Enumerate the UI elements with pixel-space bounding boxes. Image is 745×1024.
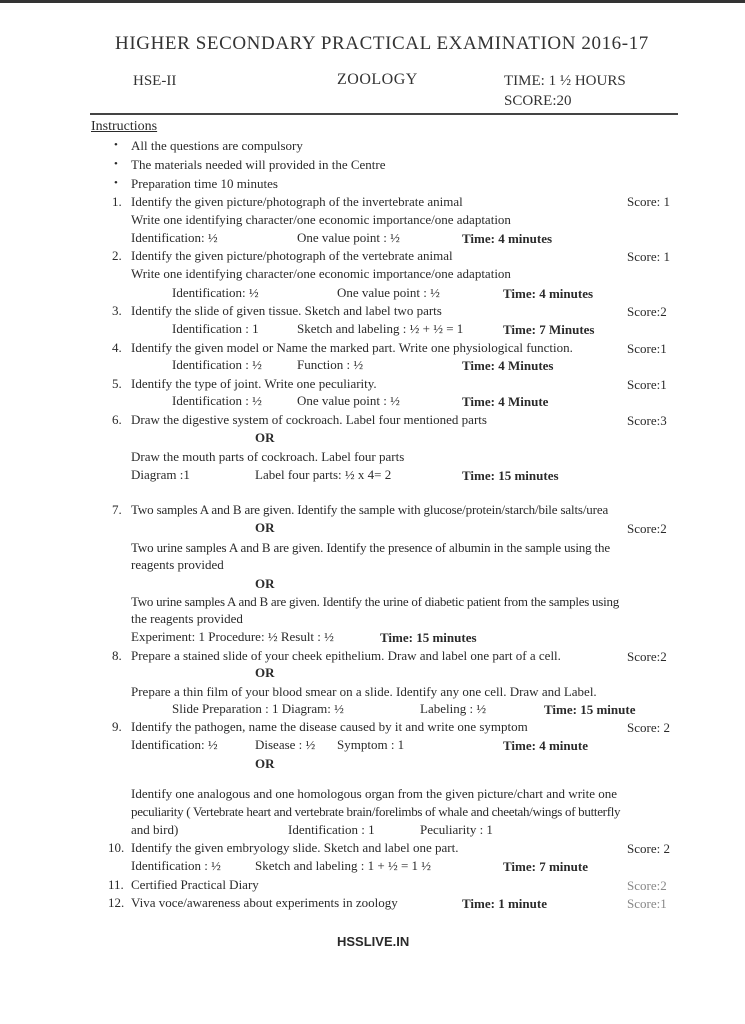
marking-disease: Disease : ½ — [255, 737, 316, 752]
question-number: 10. — [108, 840, 125, 855]
question-number: 9. — [112, 719, 122, 734]
question-time: Time: 15 minute — [544, 702, 636, 717]
instruction-item: The materials needed will provided in the Centre — [131, 157, 386, 172]
marking-identification: Identification : ½ — [172, 357, 262, 372]
question-time: Time: 15 minutes — [462, 468, 559, 483]
or-separator: OR — [255, 756, 275, 771]
marking-labeling: Labeling : ½ — [420, 701, 487, 716]
question-time: Time: 4 minute — [503, 738, 588, 753]
question-number: 3. — [112, 303, 122, 318]
question-number: 4. — [112, 340, 122, 355]
instruction-item: Preparation time 10 minutes — [131, 176, 278, 191]
question-number: 6. — [112, 412, 122, 427]
alternative-question: Prepare a thin film of your blood smear on a slide. Identify any one cell. Draw and Label. — [131, 684, 597, 699]
question-time: Time: 4 Minute — [462, 394, 549, 409]
question-time: Time: 4 minutes — [503, 286, 594, 301]
marking-identification: Identification: ½ — [172, 285, 259, 300]
marking-sketch: Sketch and labeling : 1 + ½ = 1 ½ — [255, 858, 432, 873]
question-text: Viva voce/awareness about experiments in zoology — [131, 895, 398, 910]
instruction-item: All the questions are compulsory — [131, 138, 303, 153]
marking-identification: Identification : ½ — [131, 858, 221, 873]
or-separator: OR — [255, 520, 275, 535]
class-code: HSE-II — [133, 73, 177, 89]
alternative-question: reagents provided — [131, 557, 224, 572]
question-number: 2. — [112, 248, 122, 263]
marking-identification: Identification : 1 — [288, 822, 375, 837]
alternative-question: Identify one analogous and one homologous organ from the given picture/chart and write one — [131, 786, 618, 801]
question-score: Score:1 — [627, 341, 667, 356]
question-number: 1. — [112, 194, 122, 209]
marking-peculiarity: Peculiarity : 1 — [420, 822, 493, 837]
question-time: Time: 1 minute — [462, 896, 547, 911]
marking-diagram: Diagram :1 — [131, 467, 190, 482]
question-text: Draw the digestive system of cockroach. Label four mentioned parts — [131, 412, 487, 427]
question-number: 12. — [108, 895, 125, 910]
question-text: Identify the given model or Name the marked part. Write one physiological function. — [131, 340, 573, 355]
question-time: Time: 4 minutes — [462, 231, 553, 246]
question-score: Score: 1 — [627, 249, 670, 264]
alternative-question: peculiarity ( Vertebrate heart and vertebrate brain/forelimbs of whale and cheetah/wings of butterfly — [131, 804, 621, 819]
marking-identification: Identification : ½ — [172, 393, 262, 408]
question-text: Identify the given picture/photograph of the invertebrate animal — [131, 194, 463, 209]
marking-label: Label four parts: ½ x 4= 2 — [255, 467, 392, 482]
marking-identification: Identification : 1 — [172, 321, 259, 336]
header-divider — [90, 113, 678, 115]
bullet-marker: • — [114, 158, 118, 170]
question-score: Score:2 — [627, 649, 667, 664]
marking-symptom: Symptom : 1 — [337, 737, 405, 752]
marking-sketch: Sketch and labeling : ½ + ½ = 1 — [297, 321, 464, 336]
question-score: Score:1 — [627, 896, 667, 911]
footer-site-label: HSSLIVE.IN — [337, 934, 410, 949]
question-score: Score:1 — [627, 377, 667, 392]
question-number: 5. — [112, 376, 122, 391]
alternative-question: and bird) — [131, 822, 179, 837]
marking-value-point: One value point : ½ — [297, 393, 400, 408]
question-detail: Write one identifying character/one economic importance/one adaptation — [131, 266, 511, 281]
or-separator: OR — [255, 665, 275, 680]
question-detail: Write one identifying character/one economic importance/one adaptation — [131, 212, 511, 227]
top-border-line — [0, 0, 745, 3]
marking-experiment: Experiment: 1 Procedure: ½ Result : ½ — [131, 629, 334, 644]
marking-function: Function : ½ — [297, 357, 364, 372]
or-separator: OR — [255, 430, 275, 445]
marking-value-point: One value point : ½ — [337, 285, 440, 300]
question-number: 11. — [108, 877, 124, 892]
or-separator: OR — [255, 576, 275, 591]
question-text: Identify the pathogen, name the disease caused by it and write one symptom — [131, 719, 528, 734]
question-time: Time: 7 minute — [503, 859, 588, 874]
exam-title: HIGHER SECONDARY PRACTICAL EXAMINATION 2016-17 — [115, 33, 649, 54]
marking-value-point: One value point : ½ — [297, 230, 400, 245]
question-text: Two samples A and B are given. Identify the sample with glucose/protein/starch/bile salts/urea — [131, 502, 609, 517]
marking-identification: Identification: ½ — [131, 230, 218, 245]
alternative-question: the reagents provided — [131, 611, 243, 626]
question-score: Score: 2 — [627, 720, 670, 735]
question-score: Score:2 — [627, 521, 667, 536]
alternative-question: Two urine samples A and B are given. Identify the presence of albumin in the sample using the — [131, 540, 611, 555]
alternative-question: Draw the mouth parts of cockroach. Label four parts — [131, 449, 405, 464]
question-text: Prepare a stained slide of your cheek epithelium. Draw and label one part of a cell. — [131, 648, 561, 663]
bullet-marker: • — [114, 139, 118, 151]
instructions-heading: Instructions — [91, 119, 158, 134]
question-text: Identify the given picture/photograph of the vertebrate animal — [131, 248, 453, 263]
question-score: Score: 2 — [627, 841, 670, 856]
question-score: Score:3 — [627, 413, 667, 428]
question-time: Time: 7 Minutes — [503, 322, 595, 337]
exam-score: SCORE:20 — [504, 93, 572, 109]
bullet-marker: • — [114, 177, 118, 189]
question-text: Identify the type of joint. Write one peculiarity. — [131, 376, 377, 391]
question-text: Identify the slide of given tissue. Sketch and label two parts — [131, 303, 442, 318]
subject-name: ZOOLOGY — [337, 71, 418, 88]
question-text: Certified Practical Diary — [131, 877, 259, 892]
question-time: Time: 15 minutes — [380, 630, 477, 645]
question-score: Score: 1 — [627, 194, 670, 209]
question-time: Time: 4 Minutes — [462, 358, 554, 373]
question-text: Identify the given embryology slide. Sketch and label one part. — [131, 840, 459, 855]
question-score: Score:2 — [627, 878, 667, 893]
alternative-question: Two urine samples A and B are given. Identify the urine of diabetic patient from the samples using — [131, 594, 619, 609]
marking-slide-preparation: Slide Preparation : 1 Diagram: ½ — [172, 701, 344, 716]
question-number: 8. — [112, 648, 122, 663]
question-number: 7. — [112, 502, 122, 517]
question-score: Score:2 — [627, 304, 667, 319]
exam-time: TIME: 1 ½ HOURS — [504, 73, 626, 89]
marking-identification: Identification: ½ — [131, 737, 218, 752]
